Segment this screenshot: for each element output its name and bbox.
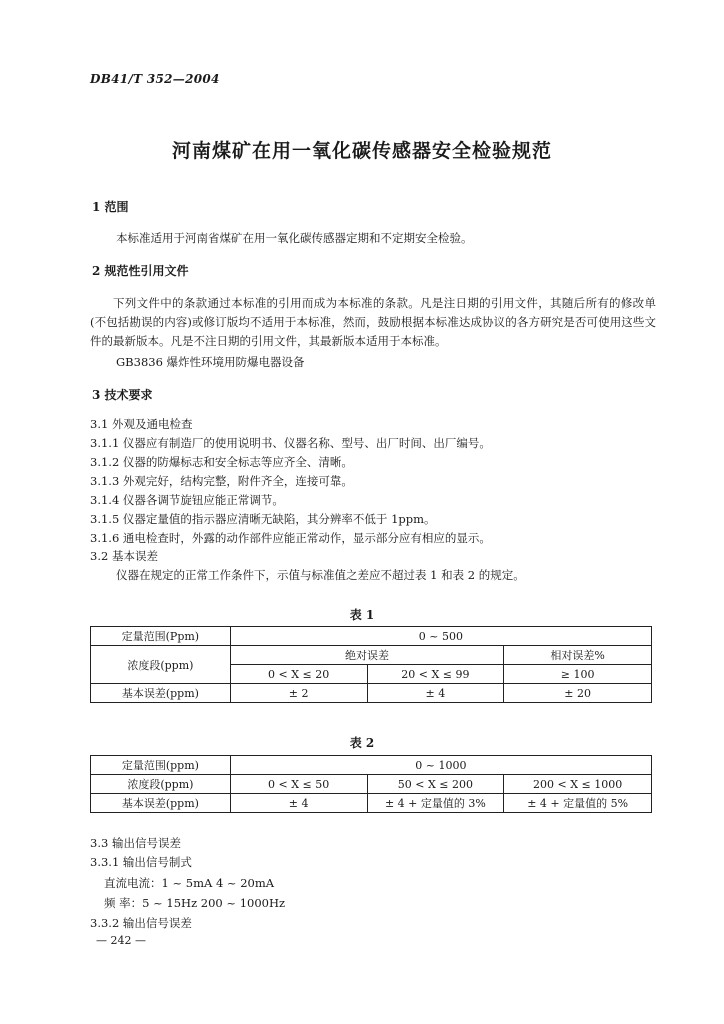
table-1-err-3: ± 20 (504, 684, 652, 703)
section-1-text: 本标准适用于河南省煤矿在用一氧化碳传感器定期和不定期安全检验。 (116, 231, 473, 245)
section-1-heading: 1 范围 (92, 200, 129, 214)
clause-3-1-2: 3.1.2 仪器的防爆标志和安全标志等应齐全、清晰。 (90, 455, 353, 469)
section-3-heading: 3 技术要求 (92, 388, 153, 402)
table-1-seg-2: 20 < X ≤ 99 (367, 665, 504, 684)
table-1-range-label: 定量范围(Ppm) (91, 627, 231, 646)
table-1-basic-label: 基本误差(ppm) (91, 684, 231, 703)
table-1-err-2: ± 4 (367, 684, 504, 703)
table-2-caption: 表 2 (349, 736, 375, 750)
table-1-conc-label: 浓度段(ppm) (91, 646, 231, 684)
section-2-text: 下列文件中的条款通过本标准的引用而成为本标准的条款。凡是注日期的引用文件，其随后所有的修改单(不包括勘误的内容)或修订版均不适用于本标准，然而，鼓励根据本标准达成协议的各方研究是否可使用这些文件的最新版本。凡是不注日期的引用文件，其最新版本适用于本标准。 (90, 296, 656, 348)
clause-3-1-3: 3.1.3 外观完好，结构完整，附件齐全，连接可靠。 (90, 474, 353, 488)
table-2-err-2: ± 4 + 定量值的 3% (367, 794, 504, 813)
table-1-abs-err-header: 绝对误差 (230, 646, 503, 665)
document-title: 河南煤矿在用一氧化碳传感器安全检验规范 (171, 140, 552, 162)
clause-3-2-text: 仪器在规定的正常工作条件下，示值与标准值之差应不超过表 1 和表 2 的规定。 (116, 568, 525, 582)
clause-3-1-4: 3.1.4 仪器各调节旋钮应能正常调节。 (90, 493, 284, 507)
clause-3-3-1: 3.3.1 输出信号制式 (90, 855, 192, 869)
output-frequency: 频 率：5 ~ 15Hz 200 ~ 1000Hz (104, 896, 286, 910)
page-number: — 242 — (96, 934, 146, 947)
clause-3-2: 3.2 基本误差 (90, 549, 158, 563)
table-1-seg-1: 0 < X ≤ 20 (230, 665, 367, 684)
table-1-seg-3: ≥ 100 (504, 665, 652, 684)
table-2-range-label: 定量范围(ppm) (91, 756, 231, 775)
standard-number: DB41/T 352—2004 (90, 72, 220, 86)
table-1-range-value: 0 ~ 500 (230, 627, 651, 646)
table-1 (90, 626, 652, 703)
table-1-caption: 表 1 (349, 608, 375, 622)
table-2-err-1: ± 4 (230, 794, 367, 813)
clause-3-1: 3.1 外观及通电检查 (90, 417, 193, 431)
table-1-err-1: ± 2 (230, 684, 367, 703)
output-dc-current: 直流电流：1 ~ 5mA 4 ~ 20mA (104, 876, 275, 890)
table-2 (90, 755, 652, 813)
table-1-rel-err-header: 相对误差% (504, 646, 652, 665)
clause-3-1-5: 3.1.5 仪器定量值的指示器应清晰无缺陷，其分辨率不低于 1ppm。 (90, 512, 436, 526)
table-2-basic-label: 基本误差(ppm) (91, 794, 231, 813)
clause-3-3: 3.3 输出信号误差 (90, 836, 181, 850)
table-2-seg-1: 0 < X ≤ 50 (230, 775, 367, 794)
table-2-range-value: 0 ~ 1000 (230, 756, 651, 775)
table-2-conc-label: 浓度段(ppm) (91, 775, 231, 794)
table-2-err-3: ± 4 + 定量值的 5% (504, 794, 652, 813)
table-2-seg-3: 200 < X ≤ 1000 (504, 775, 652, 794)
clause-3-1-1: 3.1.1 仪器应有制造厂的使用说明书、仪器名称、型号、出厂时间、出厂编号。 (90, 436, 491, 450)
clause-3-3-2: 3.3.2 输出信号误差 (90, 916, 192, 930)
section-2-heading: 2 规范性引用文件 (92, 264, 189, 278)
table-2-seg-2: 50 < X ≤ 200 (367, 775, 504, 794)
reference-gb3836: GB3836 爆炸性环境用防爆电器设备 (116, 355, 305, 369)
clause-3-1-6: 3.1.6 通电检查时，外露的动作部件应能正常动作，显示部分应有相应的显示。 (90, 531, 491, 545)
